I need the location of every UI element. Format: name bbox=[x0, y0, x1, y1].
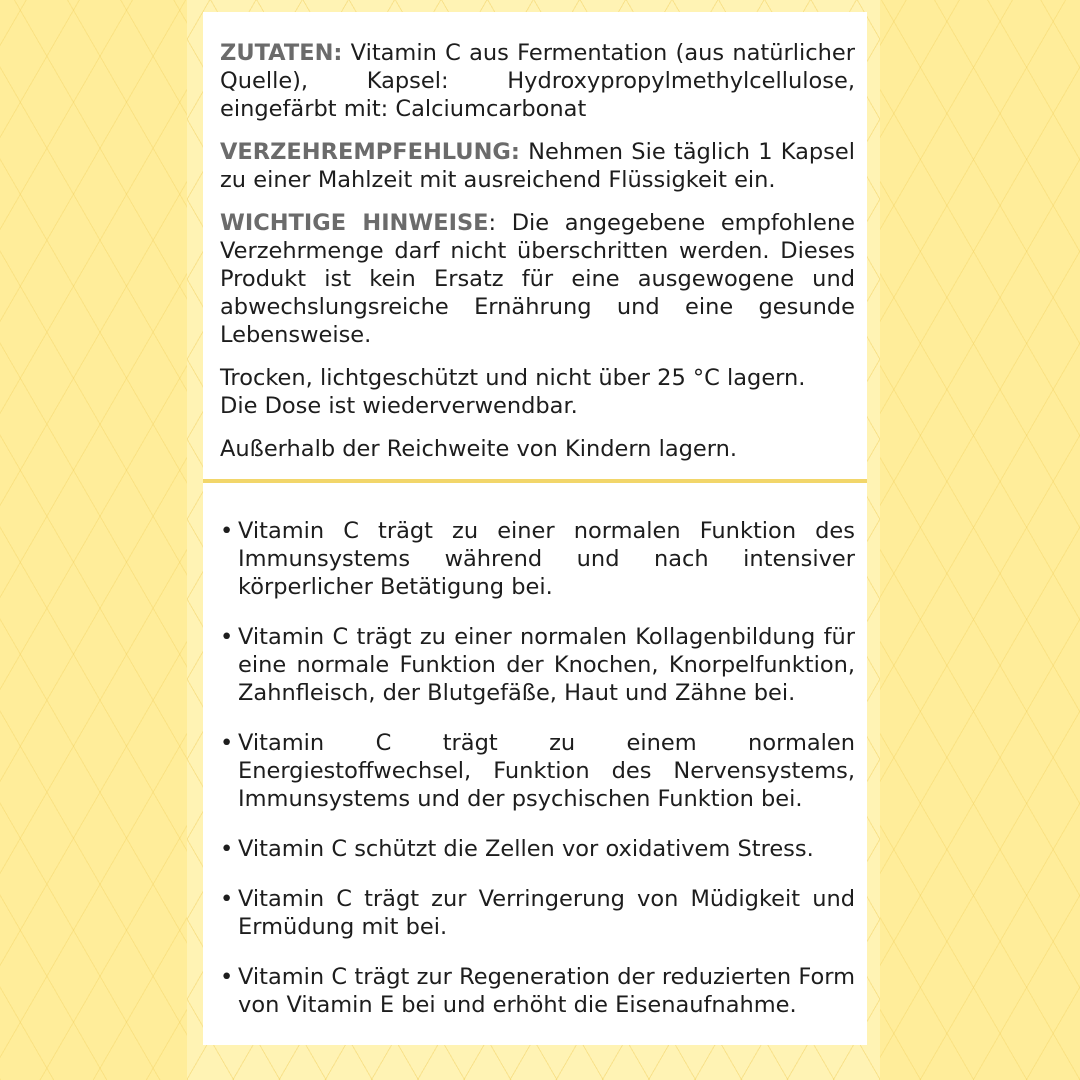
dosage-paragraph bbox=[220, 138, 855, 194]
storage-line-1: Trocken, lichtgeschützt und nicht über 25 °C lagern. bbox=[220, 365, 806, 391]
bullet-icon: • bbox=[220, 624, 234, 650]
bullet-icon: • bbox=[220, 836, 234, 862]
notes-paragraph bbox=[220, 209, 855, 349]
claim-item bbox=[220, 517, 855, 601]
dosage-label: VERZEHREMPFEHLUNG: bbox=[220, 139, 520, 165]
bullet-icon: • bbox=[220, 730, 234, 756]
background-pattern-right bbox=[867, 0, 1080, 1080]
claim-text: Vitamin C trägt zu einer normalen Funktion des Immunsystems während und nach intensiver körperlicher Betätigung bei. bbox=[238, 518, 855, 600]
claim-text: Vitamin C trägt zur Verringerung von Müdigkeit und Ermüdung mit bei. bbox=[238, 886, 855, 940]
claim-text: Vitamin C trägt zur Regeneration der reduzierten Form von Vitamin E bei und erhöht die Eisenaufnahme. bbox=[238, 964, 855, 1018]
claim-item bbox=[220, 963, 855, 1019]
ingredients-paragraph bbox=[220, 39, 855, 123]
claim-item bbox=[220, 623, 855, 707]
claim-text: Vitamin C trägt zu einem normalen Energiestoffwechsel, Funktion des Nervensystems, Immunsystems und der psychischen Funktion bei. bbox=[238, 730, 855, 812]
background-pattern-left bbox=[0, 0, 200, 1080]
claim-item bbox=[220, 835, 855, 863]
bullet-icon: • bbox=[220, 964, 234, 990]
children-warning: Außerhalb der Reichweite von Kindern lagern. bbox=[220, 436, 738, 462]
claim-item bbox=[220, 729, 855, 813]
info-panel bbox=[203, 12, 867, 479]
storage-line-2: Die Dose ist wiederverwendbar. bbox=[220, 393, 578, 419]
bullet-icon: • bbox=[220, 886, 234, 912]
notes-text: : Die angegebene empfohlene Verzehrmenge darf nicht überschritten werden. Dieses Produkt ist kein Ersatz für eine ausgewogene und abwechslungsreiche Ernährung und eine gesunde Lebensweise. bbox=[220, 210, 856, 348]
claims-panel bbox=[203, 483, 867, 1045]
storage-paragraph bbox=[220, 364, 855, 420]
ingredients-text: Vitamin C aus Fermentation (aus natürlicher Quelle), Kapsel: Hydroxypropylmethylcellulose, eingefärbt mit: Calciumcarbonat bbox=[220, 40, 855, 122]
ingredients-label: ZUTATEN: bbox=[220, 40, 343, 66]
bullet-icon: • bbox=[220, 518, 234, 544]
notes-label: WICHTIGE HINWEISE bbox=[220, 210, 489, 236]
claim-text: Vitamin C trägt zu einer normalen Kollagenbildung für eine normale Funktion der Knochen, Knorpelfunktion, Zahnfleisch, der Blutgefäße, Haut und Zähne bei. bbox=[238, 624, 855, 706]
claim-text: Vitamin C schützt die Zellen vor oxidativem Stress. bbox=[238, 836, 814, 862]
dosage-text: Nehmen Sie täglich 1 Kapsel zu einer Mahlzeit mit ausreichend Flüssigkeit ein. bbox=[220, 139, 855, 193]
health-claims-list bbox=[220, 517, 855, 1019]
claim-item bbox=[220, 885, 855, 941]
